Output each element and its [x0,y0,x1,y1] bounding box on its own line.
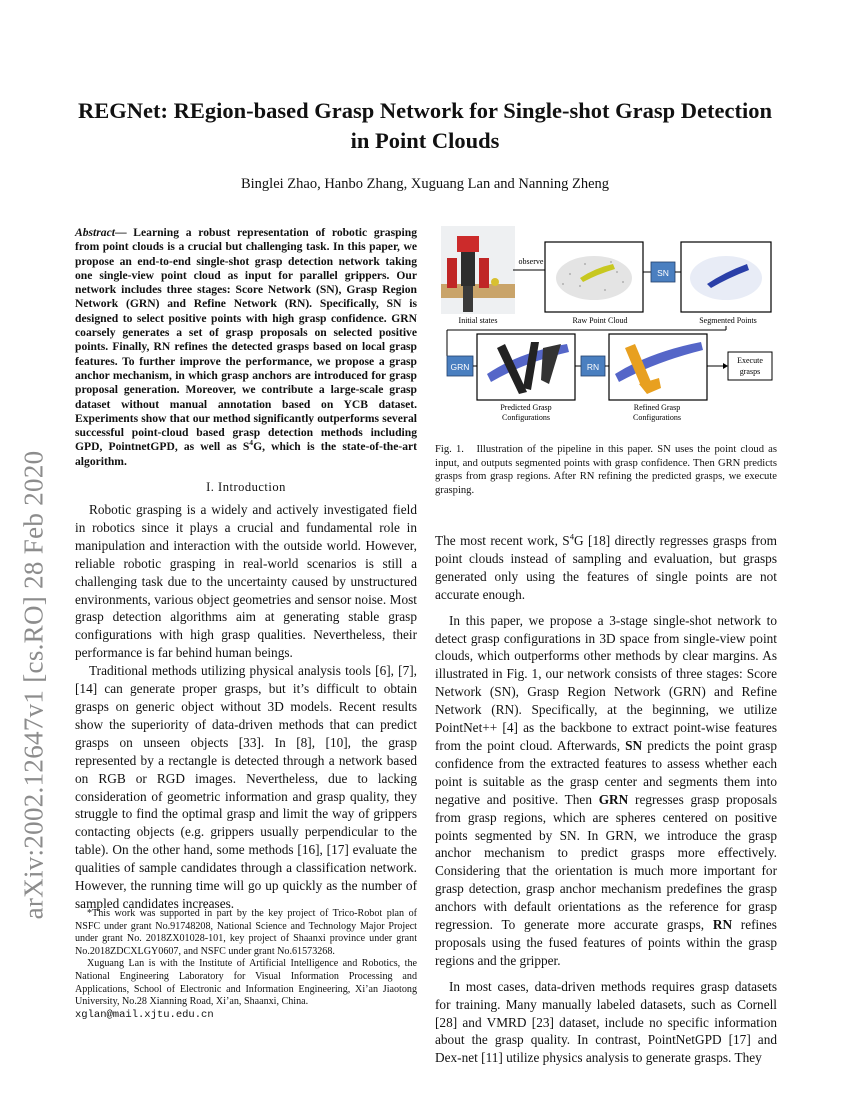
abstract-sup: 4 [249,438,254,448]
right-p1-text-b: G [18] directly regresses grasps from point clouds instead of sampling and evaluation, but grasps generated only using the features of single points are not accurate enough. [435,533,777,602]
figure-caption [435,443,777,497]
right-paragraph-1 [435,532,777,604]
figure-1 [435,224,777,432]
robot-head [457,236,479,252]
execute-arrowhead [723,363,728,369]
intro-paragraph-1: Robotic grasping is a widely and actively investigated field in robotics since it plays a crucial and fundamental role in manipulation and interaction with the outside world. However, reliable robotic grasping in real-world scenarios is still a challenging task due to the uncertainty caused by unstructured environments, various object geometries and sensor noise. Most grasp detection algorithms aim at generating stable grasp configurations with high grasp qualities. Nevertheless, their performance is far behind human beings. [75,502,417,661]
right-paragraph-2 [435,612,777,970]
abstract [75,226,417,469]
robot-right-arm [479,258,489,288]
right-p1-text-a: The most recent work, S [435,533,570,548]
arxiv-id: arXiv:2002.12647v1 [cs.RO] 28 Feb 2020 [18,450,49,920]
raw-cloud-shape [556,256,632,300]
title-line-1: REGNet: REgion-based Grasp Network for Single-shot Grasp Detection [78,98,772,123]
label-initial-states: Initial states [458,316,498,325]
intro-paragraph-2: Traditional methods utilizing physical analysis tools [6], [7], [14] can generate proper grasps, but it’s difficult to obtain grasps on generic object without 3D models. Recent results show the superiority of data-driven methods that can predict grasps on unseen objects [33]. In [8], [10], the grasp represented by a rectangle is detected through a network based on RGB or RGD images. Nevertheless, due to lacking consideration of geometric information and grasp quality, they struggle to find the optimal grasp and limit the way of grippers contacting objects (e.g. grippers usually perpendicular to the table). On the other hand, some methods [16], [17] evaluate the qualities of sample candidates through a classification network. However, the running time will go up quickly as the number of sampled candidates increases. [75,663,417,911]
robot-left-arm [447,258,457,288]
right-p2-grn: GRN [598,791,629,807]
right-paragraph-3: In most cases, data-driven methods requires grasp datasets for training. Many manually labeled datasets, such as Cornell [28] and VMRD [23] dataset, include no specific information about the grasp quality. In contrast, PointNetGPD [17] and Dex-net [11] utilize physics analysis to generate grasps. They [435,978,777,1066]
right-p2-text-b: predicts the point grasp confidence from the extracted features to assess whether each point is suitable as the grasp center and segments them into negative and positive. Then [435,737,777,807]
raw-point [584,263,586,265]
right-p2-text-d: refines proposals using the fused features of points within the grasp regions and the gripper. [435,917,777,968]
raw-point [610,261,612,263]
raw-point [579,285,581,287]
label-observe: observe [518,257,544,266]
robot-body [461,252,475,286]
footnote-affiliation [75,958,417,1021]
pipeline-diagram [435,224,777,432]
label-execute-1: Execute [737,356,763,365]
label-grn: GRN [450,362,470,372]
caption-text: Illustration of the pipeline in this paper. SN uses the point cloud as input, and outputs segmented points with grasp confidence. Then GRN predicts grasps from grasp regions. After RN refining the predicted grasps, we execute grasping. [435,444,777,496]
email-link[interactable]: xglan@mail.xjtu.edu.cn [75,1008,214,1021]
robot-base [463,286,473,312]
raw-point [616,271,618,273]
raw-point [622,281,624,283]
right-column [435,532,777,1067]
footnote [75,908,417,1021]
raw-point [569,273,571,275]
robot-photo [441,226,515,314]
right-p2-text-a: In this paper, we propose a 3-stage single-shot network to detect grasp configurations in 3D space from single-view point clouds, which outperforms other methods by clear margins. As illustrated in Fig. 1, our network consists of three stages: Score Network (SN), Grasp Region Network (GRN) and Refine Network (RN). Specifically, at the beginning, we utilize PointNet++ [4] as the backbone to extract point-wise features from the point cloud. Afterwards, [435,612,777,753]
right-p2-rn: RN [712,917,733,933]
label-raw-point-cloud: Raw Point Cloud [572,316,628,325]
label-execute-2: grasps [739,367,761,376]
authors: Binglei Zhao, Hanbo Zhang, Xuguang Lan and Nanning Zheng [240,176,610,192]
right-p2-sn: SN [625,737,643,753]
caption-label: Fig. 1. [435,444,464,455]
label-refined-2: Configurations [633,413,681,422]
section-heading-introduction: I. Introduction [206,480,286,495]
raw-point [604,289,606,291]
label-refined-1: Refined Grasp [633,403,681,412]
footnote-funding: *This work was supported in part by the key project of Trico-Robot plan of NSFC under grant No.91748208, National Science and Technology Major Project under grant No. 2018ZX01028-101, key project of Shaanxi province under grant No.2018ZDCXLGY0607, and NSFC under grant No.61573268. [75,908,417,957]
abstract-label: Abstract [75,226,115,239]
raw-point-cloud [556,256,632,300]
paper-title [60,96,790,156]
right-p1-sup: 4 [569,531,575,542]
label-rn: RN [586,362,600,372]
abstract-text-end: G, which is the state-of-the-art algorithm. [75,440,418,468]
label-sn: SN [657,268,669,278]
object-on-table [491,278,499,286]
footnote-affiliation-text: Xuguang Lan is with the Institute of Artificial Intelligence and Robotics, the National Engineering Laboratory for Visual Information Processing and Applications, School of Electronic and Information Engineering, Xi’an Jiaotong University, No.28 Xianning Road, Xi’an, Shaanxi, China. [75,958,417,1008]
title-line-2: in Point Clouds [350,128,500,153]
label-predicted-1: Predicted Grasp [500,403,552,412]
left-column [75,226,417,913]
label-predicted-2: Configurations [502,413,550,422]
right-p2-text-c: regresses grasp proposals from grasp regions, which are spheres centered on positive points segmented by SN. In GRN, we introduce the grasp anchor mechanism to predict grasps more effectively. Considering that the orientation is much more important for grasp detection, grasp anchor mechanism predefines the grasp anchors with default orientations as the reference for grasp regression. To generate more accurate grasps, [435,791,778,933]
raw-point [562,283,564,285]
abstract-text: — Learning a robust representation of robotic grasping from point clouds is a crucial but challenging task. In this paper, we propose an end-to-end single-shot grasp detection network taking one single-view point cloud as input for parallel grippers. Our network includes three stages: Score Network (SN), Grasp Region Network (GRN) and Refine Network (RN). Specifically, SN is designed to select positive points with high grasp confidence. GRN coarsely generates a set of grasp proposals on selected positive points. Finally, RN refines the detected grasps based on local grasp features. To further improve the performance, we propose a grasp anchor mechanism, in which grasp anchors are introduced for grasp proposal generation. Moreover, we contribute a large-scale grasp dataset without manual annotation based on YCB dataset. Experiments show that our method significantly outperforms several successful point-cloud based grasp detection methods including GPD, PointnetGPD, as well as S [75,226,417,454]
label-segmented-points: Segmented Points [699,316,757,325]
